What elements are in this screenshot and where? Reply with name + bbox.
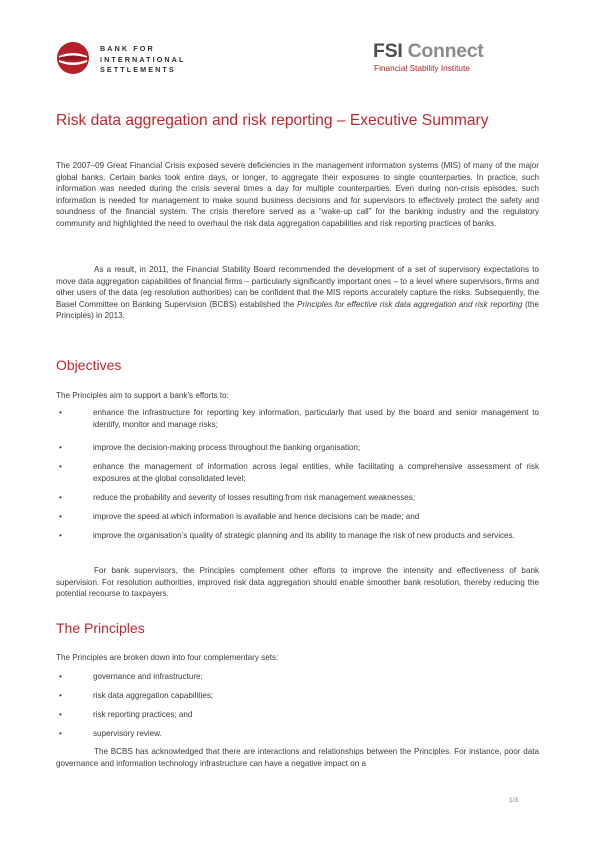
principle-set-text: risk reporting practices; and — [93, 710, 193, 719]
bis-emblem-icon — [56, 41, 90, 75]
page-title: Risk data aggregation and risk reporting – Executive Summary — [56, 112, 489, 129]
principle-set-text: governance and infrastructure; — [93, 672, 203, 681]
intro-p2-tail: (the Principles) in 2013. — [56, 299, 539, 321]
bullet-dot: • — [59, 672, 62, 681]
intro-p2-text: As a result, in 2011, the Financial Stability Board recommended the development of a set of supervisory expectations to move data aggregation capabilities of financial firms – particularly significantly important ones – to a level where supervisors, firms and other users of the data (eg resolution authorities) can be confident that the MIS reports accurately capture the risks. Subsequently, the Basel Committee on Banking Supervision (BCBS) established the — [56, 265, 539, 309]
intro-paragraph-2 — [56, 264, 539, 322]
intro-paragraph-1: The 2007–09 Great Financial Crisis exposed severe deficiencies in the management information systems (MIS) of many of the major global banks. Certain banks took entire days, or longer, to aggregate their exposures to single counterparties. In practice, such information was needed during the crisis several times a day for multiple counterparties. Even during non-crisis episodes, such information is needed for management to make sound business decisions and for supervisors to effectively protect the safety and soundness of the financial system. The crisis therefore served as a “wake-up call” for the banking industry and the regulatory community and highlighted the need to overhaul the risk data aggregation capabilities and risk reporting practices of banks. — [56, 161, 539, 228]
objective-text: reduce the probability and severity of losses resulting from risk management weaknesses; — [93, 493, 416, 502]
bullet-dot: • — [59, 493, 62, 502]
connect-wordmark-part: Connect — [407, 40, 484, 62]
bullet-dot: • — [59, 691, 62, 700]
bullet-dot: • — [59, 710, 62, 719]
bis-wordmark: BANK FOR INTERNATIONAL SETTLEMENTS — [100, 44, 186, 74]
fsi-connect-wordmark — [373, 40, 543, 62]
principles-lead: The Principles are broken down into four complementary sets: — [56, 653, 279, 662]
bullet-dot: • — [59, 443, 62, 452]
objective-text: improve the speed at which information is available and hence decisions can be made; and — [93, 512, 420, 521]
objective-text: improve the decision-making process throughout the banking organisation; — [93, 443, 361, 452]
objectives-closing: For bank supervisors, the Principles complement other efforts to improve the intensity and effectiveness of bank supervision. For resolution authorities, improved risk data aggregation should enable smoother bank resolution, thereby reducing the potential recourse to taxpayers. — [56, 566, 539, 599]
bullet-dot: • — [59, 729, 62, 738]
objectives-heading: Objectives — [56, 357, 122, 373]
objective-text: enhance the management of information across legal entities, while facilitating a comprehensive assessment of risk exposures at the global consolidated level; — [93, 462, 539, 483]
principles-closing: The BCBS has acknowledged that there are interactions and relationships between the Principles. For instance, poor data governance and information technology infrastructure can have a negative impact on a — [56, 747, 539, 768]
objective-text: improve the organisation’s quality of strategic planning and its ability to manage the risk of new products and services. — [93, 531, 515, 540]
fsi-connect-logo — [373, 40, 543, 82]
bullet-dot: • — [59, 531, 62, 540]
principles-document-title: Principles for effective risk data aggregation and risk reporting — [297, 299, 523, 309]
bullet-dot: • — [59, 512, 62, 521]
fsi-wordmark-part: FSI — [373, 40, 403, 62]
principle-set-text: supervisory review. — [93, 729, 162, 738]
principles-heading: The Principles — [56, 620, 145, 636]
fsi-tagline: Financial Stability Institute — [374, 63, 470, 73]
bullet-dot: • — [59, 462, 62, 471]
objective-text: enhance the infrastructure for reporting key information, particularly that used by the board and senior management to identify, monitor and manage risks; — [93, 408, 539, 429]
bis-logo — [56, 39, 192, 79]
principle-set-text: risk data aggregation capabilities; — [93, 691, 214, 700]
bullet-dot: • — [59, 408, 62, 417]
objectives-lead: The Principles aim to support a bank’s efforts to: — [56, 391, 229, 400]
page-number: 1/3 — [509, 797, 519, 804]
